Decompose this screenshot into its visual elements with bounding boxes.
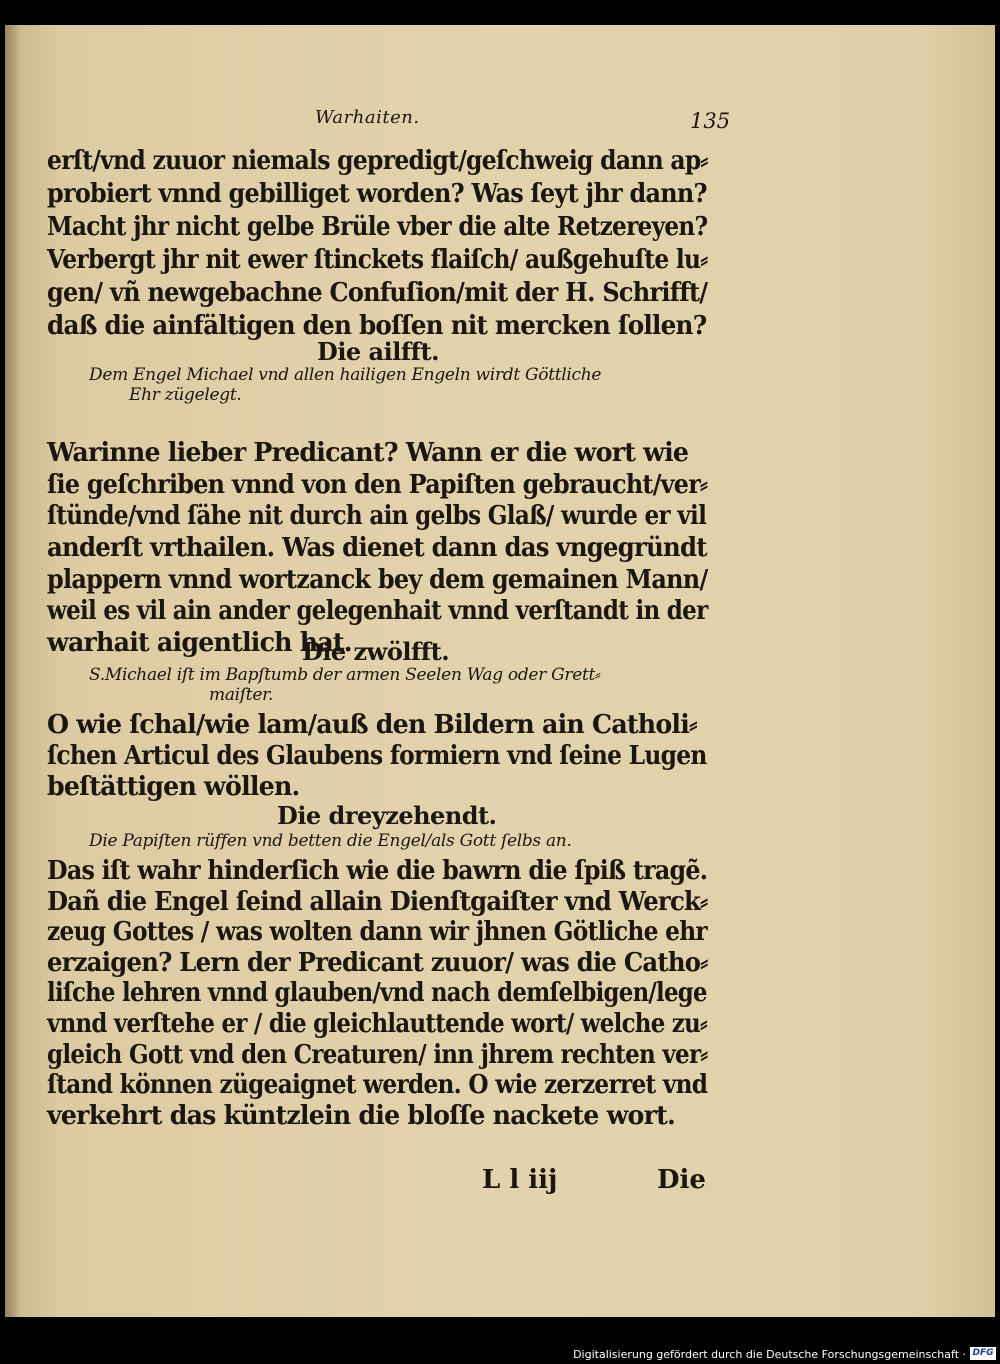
text-line: erſt/vnd zuuor niemals gepredigt/geſchweig dann ap⸗ (47, 146, 708, 176)
text-line: probiert vnnd gebilliget worden? Was ſeyt jhr dann? (47, 179, 707, 209)
text-line: liſche lehren vnnd glauben/vnd nach demſelbigen/lege (47, 978, 707, 1009)
text-line: O wie ſchal/wie lam/auß den Bildern ain Catholi⸗ (47, 710, 697, 740)
thesis-12 (89, 665, 600, 705)
dfg-logo: DFG (970, 1347, 996, 1360)
text-line: verkehrt das küntzlein die bloſſe nackete wort. (47, 1100, 676, 1131)
catchword: Die (657, 1165, 706, 1195)
text-line: Dañ die Engel ſeind allain Dienſtgaiſter vnd Werck⸗ (47, 886, 708, 917)
section-heading-11: Die ailfft. (317, 337, 439, 366)
paragraph-1 (47, 145, 727, 343)
text-line: zeug Gottes / was wolten dann wir jhnen Götliche ehr (47, 917, 708, 948)
thesis-line: Ehr zügelegt. (129, 385, 242, 405)
funding-notice: Digitalisierung gefördert durch die Deutsche Forschungsgemeinschaft · (573, 1348, 966, 1361)
text-line: anderſt vrthailen. Was dienet dann das vngegründt (47, 533, 707, 564)
paragraph-3 (47, 710, 727, 803)
thesis-11 (89, 365, 601, 405)
text-line: daß die ainfältigen den boſſen nit mercken ſollen? (47, 311, 707, 341)
page-number: 135 (690, 109, 731, 133)
paragraph-4 (47, 856, 727, 1131)
footer-bar (0, 1344, 1000, 1364)
section-heading-12: Die zwölfft. (302, 637, 450, 666)
thesis-line: Dem Engel Michael vnd allen hailigen Engeln wirdt Göttliche (89, 365, 602, 385)
signature-mark: L l iij (482, 1165, 558, 1195)
text-line: weil es vil ain ander gelegenhait vnnd verſtandt in der (47, 596, 708, 627)
text-line: Warinne lieber Predicant? Wann er die wort wie (47, 438, 689, 468)
thesis-line: maiſter. (209, 685, 274, 705)
text-line: Macht jhr nicht gelbe Brüle vber die alte Retzereyen? (47, 212, 708, 242)
text-line: ſtand können zügeaignet werden. O wie zerzerret vnd (47, 1070, 708, 1101)
text-line: ſie geſchriben vnnd von den Papiſten gebraucht/ver⸗ (47, 469, 708, 500)
paragraph-2 (47, 438, 727, 660)
text-line: gen/ vñ newgebachne Confuſion/mit der H. Schrifft/ (47, 278, 708, 308)
text-line: beſtättigen wöllen. (47, 772, 300, 802)
text-line: erzaigen? Lern der Predicant zuuor/ was die Catho⸗ (47, 947, 708, 978)
text-line: ſtünde/vnd ſähe nit durch ain gelbs Glaß/ wurde er vil (47, 501, 707, 532)
text-line: vnnd verſtehe er / die gleichlauttende wort/ welche zu⸗ (47, 1008, 707, 1039)
text-line: warhait aigentlich hat. (47, 628, 352, 659)
binding-shadow (5, 25, 21, 1317)
running-title: Warhaiten. (315, 107, 420, 128)
text-line: gleich Gott vnd den Creaturen/ inn jhrem rechten ver⸗ (47, 1039, 708, 1070)
thesis-13 (89, 831, 572, 851)
text-line: plappern vnnd wortzanck bey dem gemainen Mann/ (47, 564, 708, 595)
thesis-line: Die Papiſten rüffen vnd betten die Engel/als Gott ſelbs an. (89, 831, 572, 851)
thesis-line: S.Michael iſt im Bapſtumb der armen Seelen Wag oder Grett⸗ (89, 665, 601, 685)
book-page (5, 25, 995, 1317)
text-line: Verbergt jhr nit ewer ſtinckets flaiſch/ außgehuſte lu⸗ (47, 245, 708, 275)
section-heading-13: Die dreyzehendt. (277, 801, 497, 830)
text-line: ſchen Articul des Glaubens formiern vnd ſeine Lugen (47, 741, 707, 771)
text-line: Das iſt wahr hinderſich wie die bawrn die ſpiß tragẽ. (47, 856, 708, 886)
